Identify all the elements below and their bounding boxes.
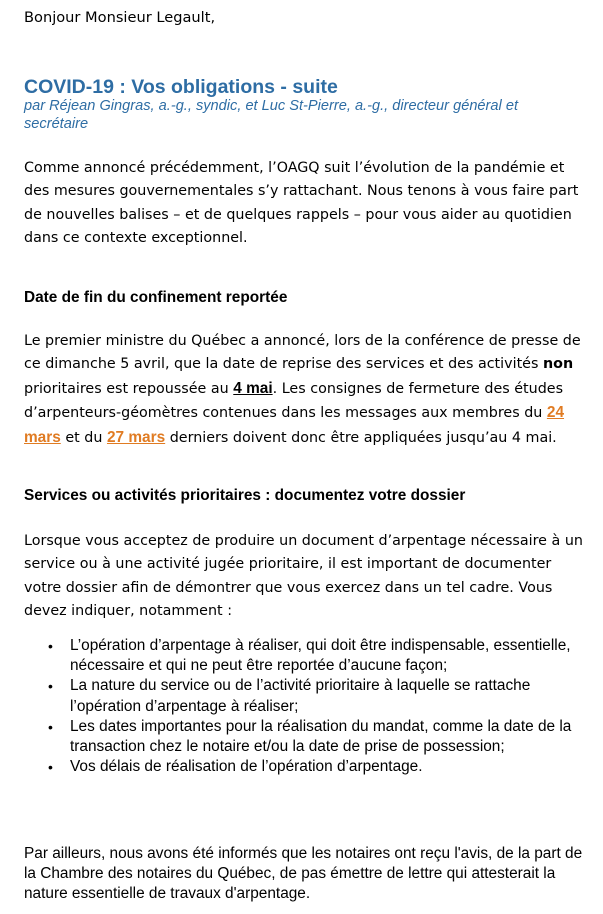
bullet-icon: • — [48, 718, 53, 735]
intro-paragraph: Comme annoncé précédemment, l’OAGQ suit l’évolution de la pandémie et des mesures gouvernementales s’y rattachant. Nous tenons à vous faire part de nouvelles balises – et de quelques rappels – pour vous aider au quotidien dans ce contexte exceptionnel. — [24, 160, 579, 247]
bullet-icon: • — [48, 678, 53, 695]
confinement-text-e: derniers doivent donc être appliquées jusqu’au 4 mai. — [165, 429, 557, 446]
list-item — [24, 636, 584, 676]
list-item — [24, 757, 584, 777]
list-item — [24, 676, 584, 716]
list-item — [24, 717, 584, 757]
list-item-text: Vos délais de réalisation de l’opération d’arpentage. — [70, 758, 423, 776]
link-27-mars[interactable]: 27 mars — [106, 428, 166, 446]
non-emphasis: non — [542, 356, 574, 373]
date-4-mai: 4 mai — [233, 379, 273, 397]
greeting: Bonjour Monsieur Legault, — [24, 9, 216, 26]
article-title: COVID-19 : Vos obligations - suite — [24, 76, 338, 98]
confinement-text-a: Le premier ministre du Québec a annoncé, lors de la conférence de presse de ce dimanche 5 avril, que la date de reprise des services et des activités — [24, 333, 581, 373]
closing-paragraph: Par ailleurs, nous avons été informés que les notaires ont reçu l'avis, de la part de la Chambre des notaires du Québec, de pas émettre de lettre qui attesterait la nature essentielle de travaux d'arpentage. — [24, 845, 583, 903]
services-paragraph: Lorsque vous acceptez de produire un document d’arpentage nécessaire à un service ou à une activité jugée prioritaire, il est important de documenter votre dossier afin de démontrer que vous exercez dans un tel cadre. Vous devez indiquer, notamment : — [24, 533, 583, 620]
confinement-paragraph — [24, 330, 584, 450]
confinement-text-b: prioritaires est repoussée au — [24, 380, 234, 397]
link-24-mars[interactable]: 24 mars — [24, 404, 565, 446]
list-item-text: L’opération d’arpentage à réaliser, qui doit être indispensable, essentielle, nécessaire et qui ne peut être reportée d’aucune façon; — [70, 637, 571, 675]
article-byline: par Réjean Gingras, a.-g., syndic, et Luc St-Pierre, a.-g., directeur général et secrétaire — [24, 98, 518, 132]
list-item-text: La nature du service ou de l’activité prioritaire à laquelle se rattache l’opération d’arpentage à réaliser; — [70, 677, 531, 715]
confinement-text-c: . Les consignes de fermeture des études d’arpenteurs-géomètres contenues dans les messages aux membres du — [24, 380, 564, 422]
requirements-list — [24, 636, 584, 777]
bullet-icon: • — [48, 759, 53, 776]
confinement-text-d: et du — [60, 429, 107, 446]
bullet-icon: • — [48, 638, 53, 654]
section-heading-confinement: Date de fin du confinement reportée — [24, 289, 288, 306]
section-heading-services: Services ou activités prioritaires : documentez votre dossier — [24, 487, 466, 504]
list-item-text: Les dates importantes pour la réalisation du mandat, comme la date de la transaction chez le notaire et/ou la date de prise de possession; — [70, 717, 572, 756]
